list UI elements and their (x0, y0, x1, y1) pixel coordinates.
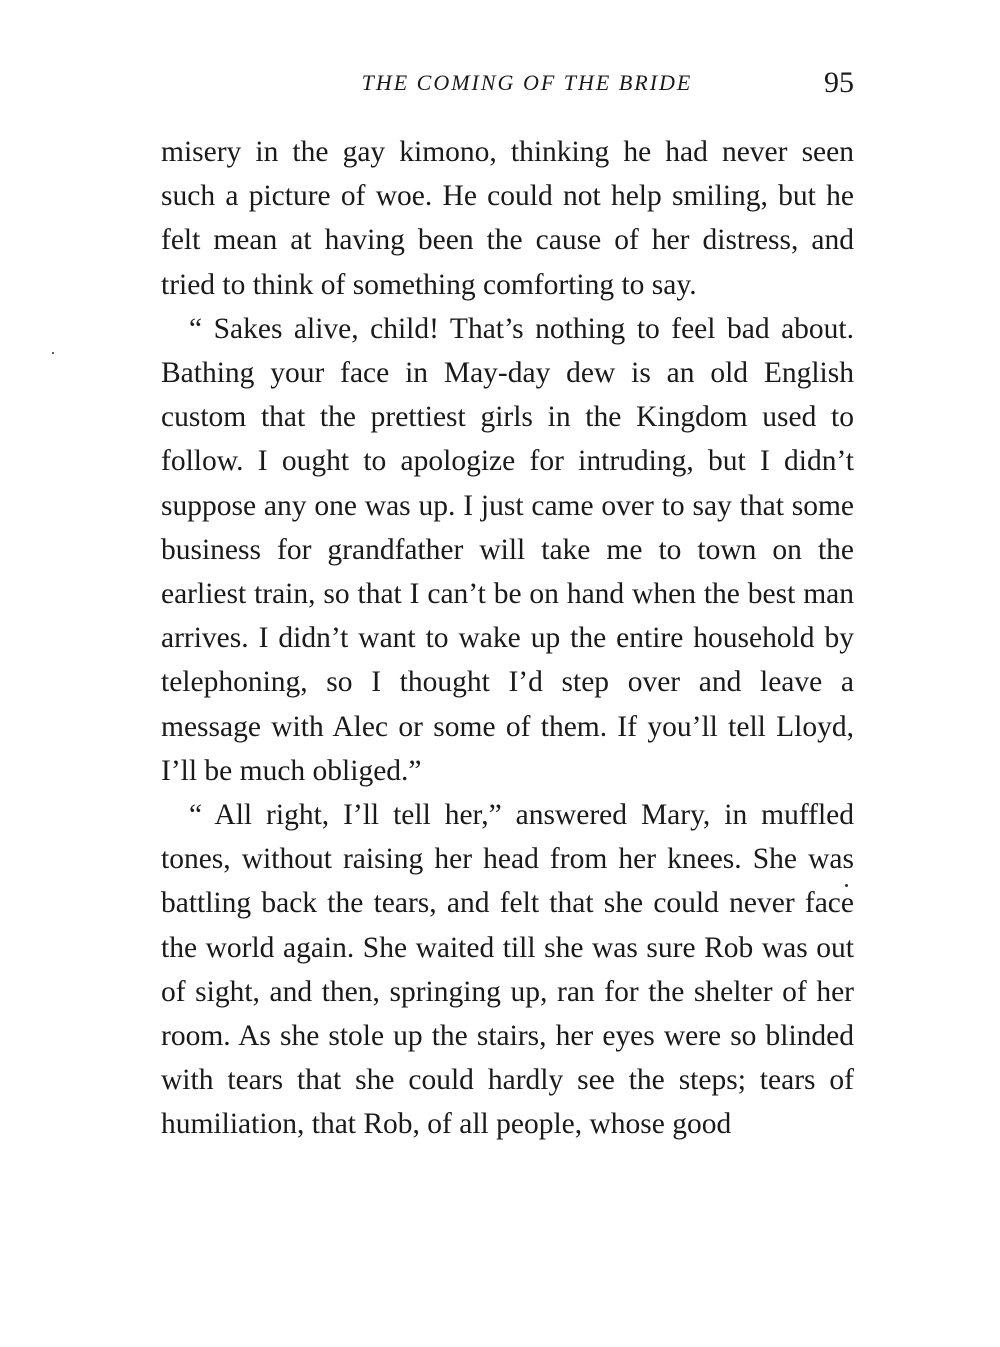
paragraph-3: “ All right, I’ll tell her,” answered Mary, in muffled tones, without raising her head from her knees. She was battling back the tears, and felt that she could never face the world again. She waited till she was sure Rob was out of sight, and then, springing up, ran for the shelter of her room. As she stole up the stairs, her eyes were so blinded with tears that she could hardly see the steps; tears of humiliation, that Rob, of all people, whose good (161, 799, 854, 1141)
scan-speck (52, 352, 54, 354)
scan-speck (845, 884, 848, 887)
running-title: THE COMING OF THE BRIDE (361, 70, 693, 95)
page-number: 95 (824, 66, 854, 99)
paragraph-1: misery in the gay kimono, thinking he had never seen such a picture of woe. He could not help smiling, but he felt mean at having been the cause of her distress, and tried to think of something comforting to say. (161, 136, 854, 301)
paragraph-2: “ Sakes alive, child! That’s nothing to feel bad about. Bathing your face in May-day dew is an old English custom that the prettiest girls in the Kingdom used to follow. I ought to apologize for intruding, but I didn’t suppose any one was up. I just came over to say that some business for grandfather will take me to town on the earliest train, so that I can’t be on hand when the best man arrives. I didn’t want to wake up the entire household by telephoning, so I thought I’d step over and leave a message with Alec or some of them. If you’ll tell Lloyd, I’ll be much obliged.” (161, 312, 854, 787)
body-text (161, 130, 854, 1147)
running-head (160, 66, 854, 110)
